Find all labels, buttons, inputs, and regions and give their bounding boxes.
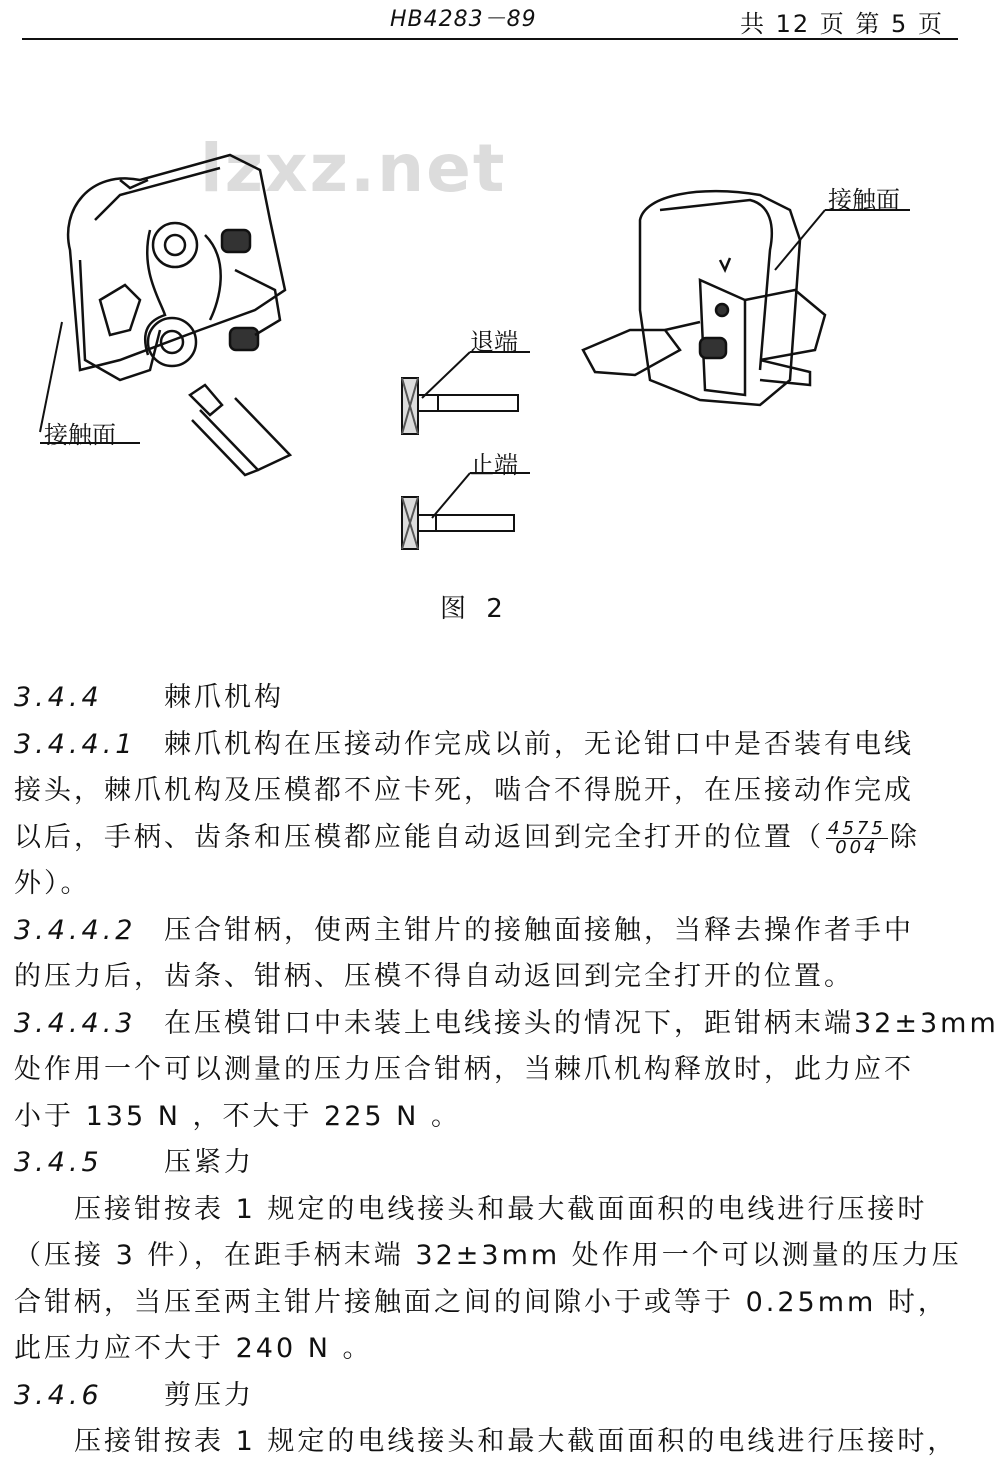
terminal-left	[190, 385, 290, 475]
watermark: lzxz.net	[200, 130, 507, 207]
section-title: 棘爪机构	[164, 682, 284, 713]
label-stop-end: 止端	[470, 451, 518, 479]
section-3-4-4-heading	[14, 675, 964, 722]
section-3-4-5-heading	[14, 1140, 964, 1187]
header-rule	[22, 38, 958, 40]
paragraph-line	[14, 1280, 964, 1327]
paragraph-text: 的压力后，齿条、钳柄、压模不得自动返回到完全打开的位置。	[14, 961, 854, 992]
die-detail-retract	[402, 378, 518, 434]
crimping-head-left	[68, 155, 285, 380]
paragraph-line	[14, 1001, 999, 1048]
paragraph-text: （压接 3 件），在距手柄末端 32±3mm 处作用一个可以测量的压力压	[14, 1240, 962, 1271]
fraction	[826, 817, 888, 858]
section-number: 3.4.4.2	[14, 914, 137, 946]
paragraph-text: 除	[889, 821, 920, 853]
paragraph-text: 在压模钳口中未装上电线接头的情况下，距钳柄末端32±3mm	[164, 1007, 999, 1039]
terminal-right	[583, 322, 700, 375]
paragraph-text: 外）。	[14, 868, 91, 899]
fraction-denominator: 004	[835, 836, 879, 858]
label-contact-face-left: 接触面	[44, 421, 116, 449]
section-number: 3.4.5	[14, 1147, 103, 1178]
body-text	[14, 675, 999, 1466]
header-page-info: 共 12 页 第 5 页	[740, 10, 944, 38]
paragraph-text: 压接钳按表 1 规定的电线接头和最大截面面积的电线进行压接时，	[74, 1426, 958, 1457]
paragraph-line	[14, 1419, 964, 1466]
paragraph-text: 处作用一个可以测量的压力压合钳柄，当棘爪机构释放时，此力应不	[14, 1054, 914, 1085]
paragraph-line	[14, 722, 964, 769]
label-contact-face-right: 接触面	[828, 186, 900, 214]
section-number: 3.4.4	[14, 682, 103, 713]
section-title: 压紧力	[164, 1147, 254, 1178]
crimping-head-right	[640, 191, 825, 405]
paragraph-text: 以后，手柄、齿条和压模都应能自动返回到完全打开的位置（	[14, 821, 824, 853]
paragraph-line	[14, 1047, 964, 1094]
paragraph-line	[14, 1326, 964, 1373]
paragraph-line	[14, 1094, 964, 1141]
section-number: 3.4.4.3	[14, 1007, 137, 1039]
paragraph-text: 接头，棘爪机构及压模都不应卡死，啮合不得脱开，在压接动作完成	[14, 775, 914, 806]
paragraph-text: 合钳柄，当压至两主钳片接触面之间的间隙小于或等于 0.25mm 时，	[14, 1286, 948, 1318]
paragraph-line	[14, 954, 964, 1001]
header-standard-number: HB4283－89	[390, 7, 537, 32]
paragraph-line	[14, 1233, 964, 1280]
paragraph-line	[14, 1187, 964, 1234]
paragraph-line	[14, 815, 964, 862]
section-number: 3.4.4.1	[14, 728, 137, 760]
paragraph-line	[14, 861, 964, 908]
paragraph-text: 压合钳柄，使两主钳片的接触面接触，当释去操作者手中	[164, 914, 914, 946]
section-title: 剪压力	[164, 1379, 254, 1411]
paragraph-text: 此压力应不大于 240 N 。	[14, 1333, 373, 1364]
figure-caption: 图 2	[440, 594, 509, 624]
paragraph-line	[14, 908, 964, 955]
fraction-numerator: 4575	[828, 817, 886, 839]
die-detail-stop	[402, 497, 514, 549]
section-number: 3.4.6	[14, 1379, 103, 1411]
section-3-4-6-heading	[14, 1373, 964, 1420]
paragraph-line	[14, 768, 964, 815]
figure-2	[0, 60, 1000, 620]
paragraph-text: 棘爪机构在压接动作完成以前，无论钳口中是否装有电线	[164, 728, 914, 760]
paragraph-text: 小于 135 N ，不大于 225 N 。	[14, 1100, 461, 1132]
label-retract-end: 退端	[470, 328, 518, 356]
paragraph-text: 压接钳按表 1 规定的电线接头和最大截面面积的电线进行压接时	[74, 1193, 928, 1225]
